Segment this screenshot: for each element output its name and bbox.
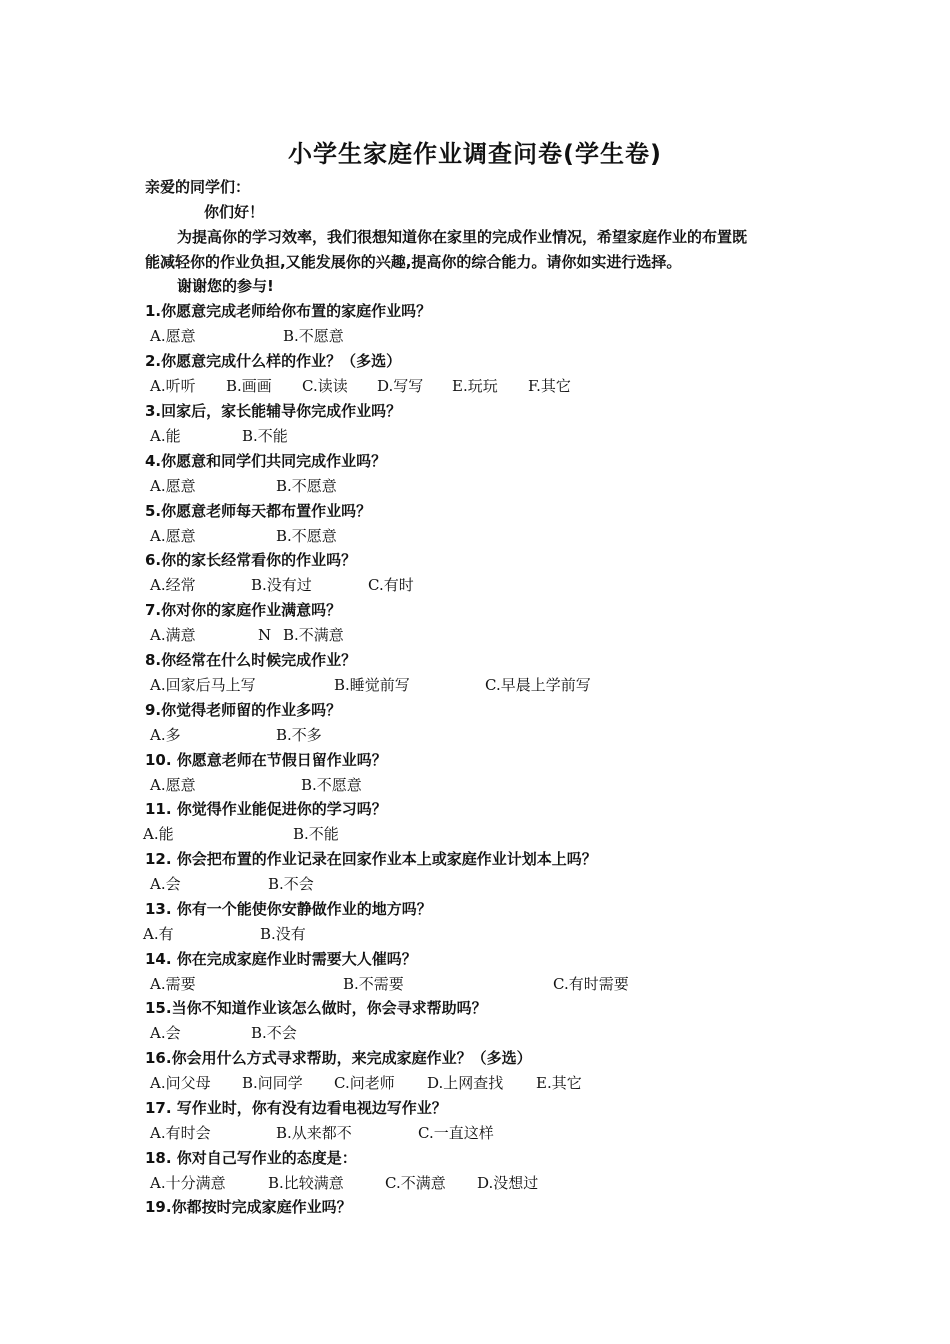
option-13-2: B.没有 [260, 925, 306, 943]
question-13: 13. 你有一个能使你安静做作业的地方吗？ [145, 900, 432, 918]
option-10-2: B.不愿意 [301, 776, 362, 794]
option-7-1: A.满意 [150, 626, 196, 644]
option-8-3: C.早晨上学前写 [485, 676, 591, 694]
question-9-options [0, 723, 950, 747]
question-4: 4.你愿意和同学们共同完成作业吗？ [145, 452, 387, 470]
question-13-options [0, 922, 950, 946]
question-6: 6.你的家长经常看你的作业吗？ [145, 551, 357, 569]
question-18: 18. 你对自己写作业的态度是： [145, 1149, 357, 1167]
question-8-options [0, 673, 950, 697]
option-15-2: B.不会 [251, 1024, 297, 1042]
question-5-options [0, 524, 950, 548]
option-14-3: C.有时需要 [553, 975, 629, 993]
option-5-1: A.愿意 [150, 527, 196, 545]
option-2-2: B.画画 [226, 377, 272, 395]
question-7-options [0, 623, 950, 647]
option-17-2: B.从来都不 [276, 1124, 352, 1142]
option-7-2: N [258, 626, 272, 644]
option-2-1: A.听听 [150, 377, 196, 395]
option-16-5: E.其它 [536, 1074, 582, 1092]
question-15-options [0, 1021, 950, 1045]
option-12-1: A.会 [150, 875, 181, 893]
option-9-1: A.多 [150, 726, 181, 744]
option-18-3: C.不满意 [385, 1174, 446, 1192]
option-8-2: B.睡觉前写 [334, 676, 410, 694]
intro-line-1: 为提高你的学习效率，我们很想知道你在家里的完成作业情况，希望家庭作业的布置既 [177, 228, 748, 246]
option-13-1: A.有 [143, 925, 174, 943]
option-6-1: A.经常 [150, 576, 196, 594]
option-5-2: B.不愿意 [276, 527, 337, 545]
greeting: 亲爱的同学们： [145, 178, 251, 196]
option-2-5: E.玩玩 [452, 377, 498, 395]
question-8: 8.你经常在什么时候完成作业？ [145, 651, 357, 669]
option-16-4: D.上网查找 [427, 1074, 504, 1092]
option-14-1: A.需要 [150, 975, 196, 993]
document-title: 小学生家庭作业调查问卷(学生卷) [288, 140, 662, 168]
question-4-options [0, 474, 950, 498]
question-5: 5.你愿意老师每天都布置作业吗？ [145, 502, 372, 520]
option-9-2: B.不多 [276, 726, 322, 744]
option-18-4: D.没想过 [477, 1174, 539, 1192]
question-12: 12. 你会把布置的作业记录在回家作业本上或家庭作业计划本上吗？ [145, 850, 597, 868]
option-16-1: A.问父母 [150, 1074, 211, 1092]
question-3: 3.回家后，家长能辅导你完成作业吗？ [145, 402, 402, 420]
option-3-1: A.能 [150, 427, 181, 445]
option-6-3: C.有时 [368, 576, 414, 594]
option-4-2: B.不愿意 [276, 477, 337, 495]
question-16: 16.你会用什么方式寻求帮助，来完成家庭作业？（多选） [145, 1049, 532, 1067]
option-3-2: B.不能 [242, 427, 288, 445]
thanks-line: 谢谢您的参与! [177, 277, 274, 295]
option-12-2: B.不会 [268, 875, 314, 893]
question-2: 2.你愿意完成什么样的作业？（多选） [145, 352, 402, 370]
question-12-options [0, 872, 950, 896]
option-7-3: B.不满意 [283, 626, 344, 644]
option-4-1: A.愿意 [150, 477, 196, 495]
option-2-3: C.读读 [302, 377, 348, 395]
option-16-3: C.问老师 [334, 1074, 395, 1092]
option-17-1: A.有时会 [150, 1124, 211, 1142]
option-1-2: B.不愿意 [283, 327, 344, 345]
option-11-1: A.能 [143, 825, 174, 843]
question-6-options [0, 573, 950, 597]
question-2-options [0, 374, 950, 398]
question-14-options [0, 972, 950, 996]
question-10-options [0, 773, 950, 797]
intro-line-2: 能减轻你的作业负担,又能发展你的兴趣,提高你的综合能力。请你如实进行选择。 [145, 253, 682, 271]
hello-line: 你们好！ [204, 203, 265, 221]
question-16-options [0, 1071, 950, 1095]
question-3-options [0, 424, 950, 448]
question-1-options [0, 324, 950, 348]
question-17-options [0, 1121, 950, 1145]
option-11-2: B.不能 [293, 825, 339, 843]
option-10-1: A.愿意 [150, 776, 196, 794]
question-15: 15.当你不知道作业该怎么做时，你会寻求帮助吗？ [145, 999, 487, 1017]
option-18-1: A.十分满意 [150, 1174, 226, 1192]
question-14: 14. 你在完成家庭作业时需要大人催吗？ [145, 950, 417, 968]
option-8-1: A.回家后马上写 [150, 676, 256, 694]
question-1: 1.你愿意完成老师给你布置的家庭作业吗？ [145, 302, 432, 320]
option-1-1: A.愿意 [150, 327, 196, 345]
option-17-3: C.一直这样 [418, 1124, 494, 1142]
option-14-2: B.不需要 [343, 975, 404, 993]
question-19: 19.你都按时完成家庭作业吗？ [145, 1198, 352, 1216]
question-7: 7.你对你的家庭作业满意吗？ [145, 601, 342, 619]
option-6-2: B.没有过 [251, 576, 312, 594]
option-2-4: D.写写 [377, 377, 424, 395]
question-18-options [0, 1171, 950, 1195]
option-18-2: B.比较满意 [268, 1174, 344, 1192]
option-16-2: B.问同学 [242, 1074, 303, 1092]
question-17: 17. 写作业时，你有没有边看电视边写作业？ [145, 1099, 447, 1117]
question-11: 11. 你觉得作业能促进你的学习吗？ [145, 800, 387, 818]
question-9: 9.你觉得老师留的作业多吗？ [145, 701, 342, 719]
question-10: 10. 你愿意老师在节假日留作业吗？ [145, 751, 387, 769]
option-15-1: A.会 [150, 1024, 181, 1042]
option-2-6: F.其它 [528, 377, 571, 395]
question-11-options [0, 822, 950, 846]
